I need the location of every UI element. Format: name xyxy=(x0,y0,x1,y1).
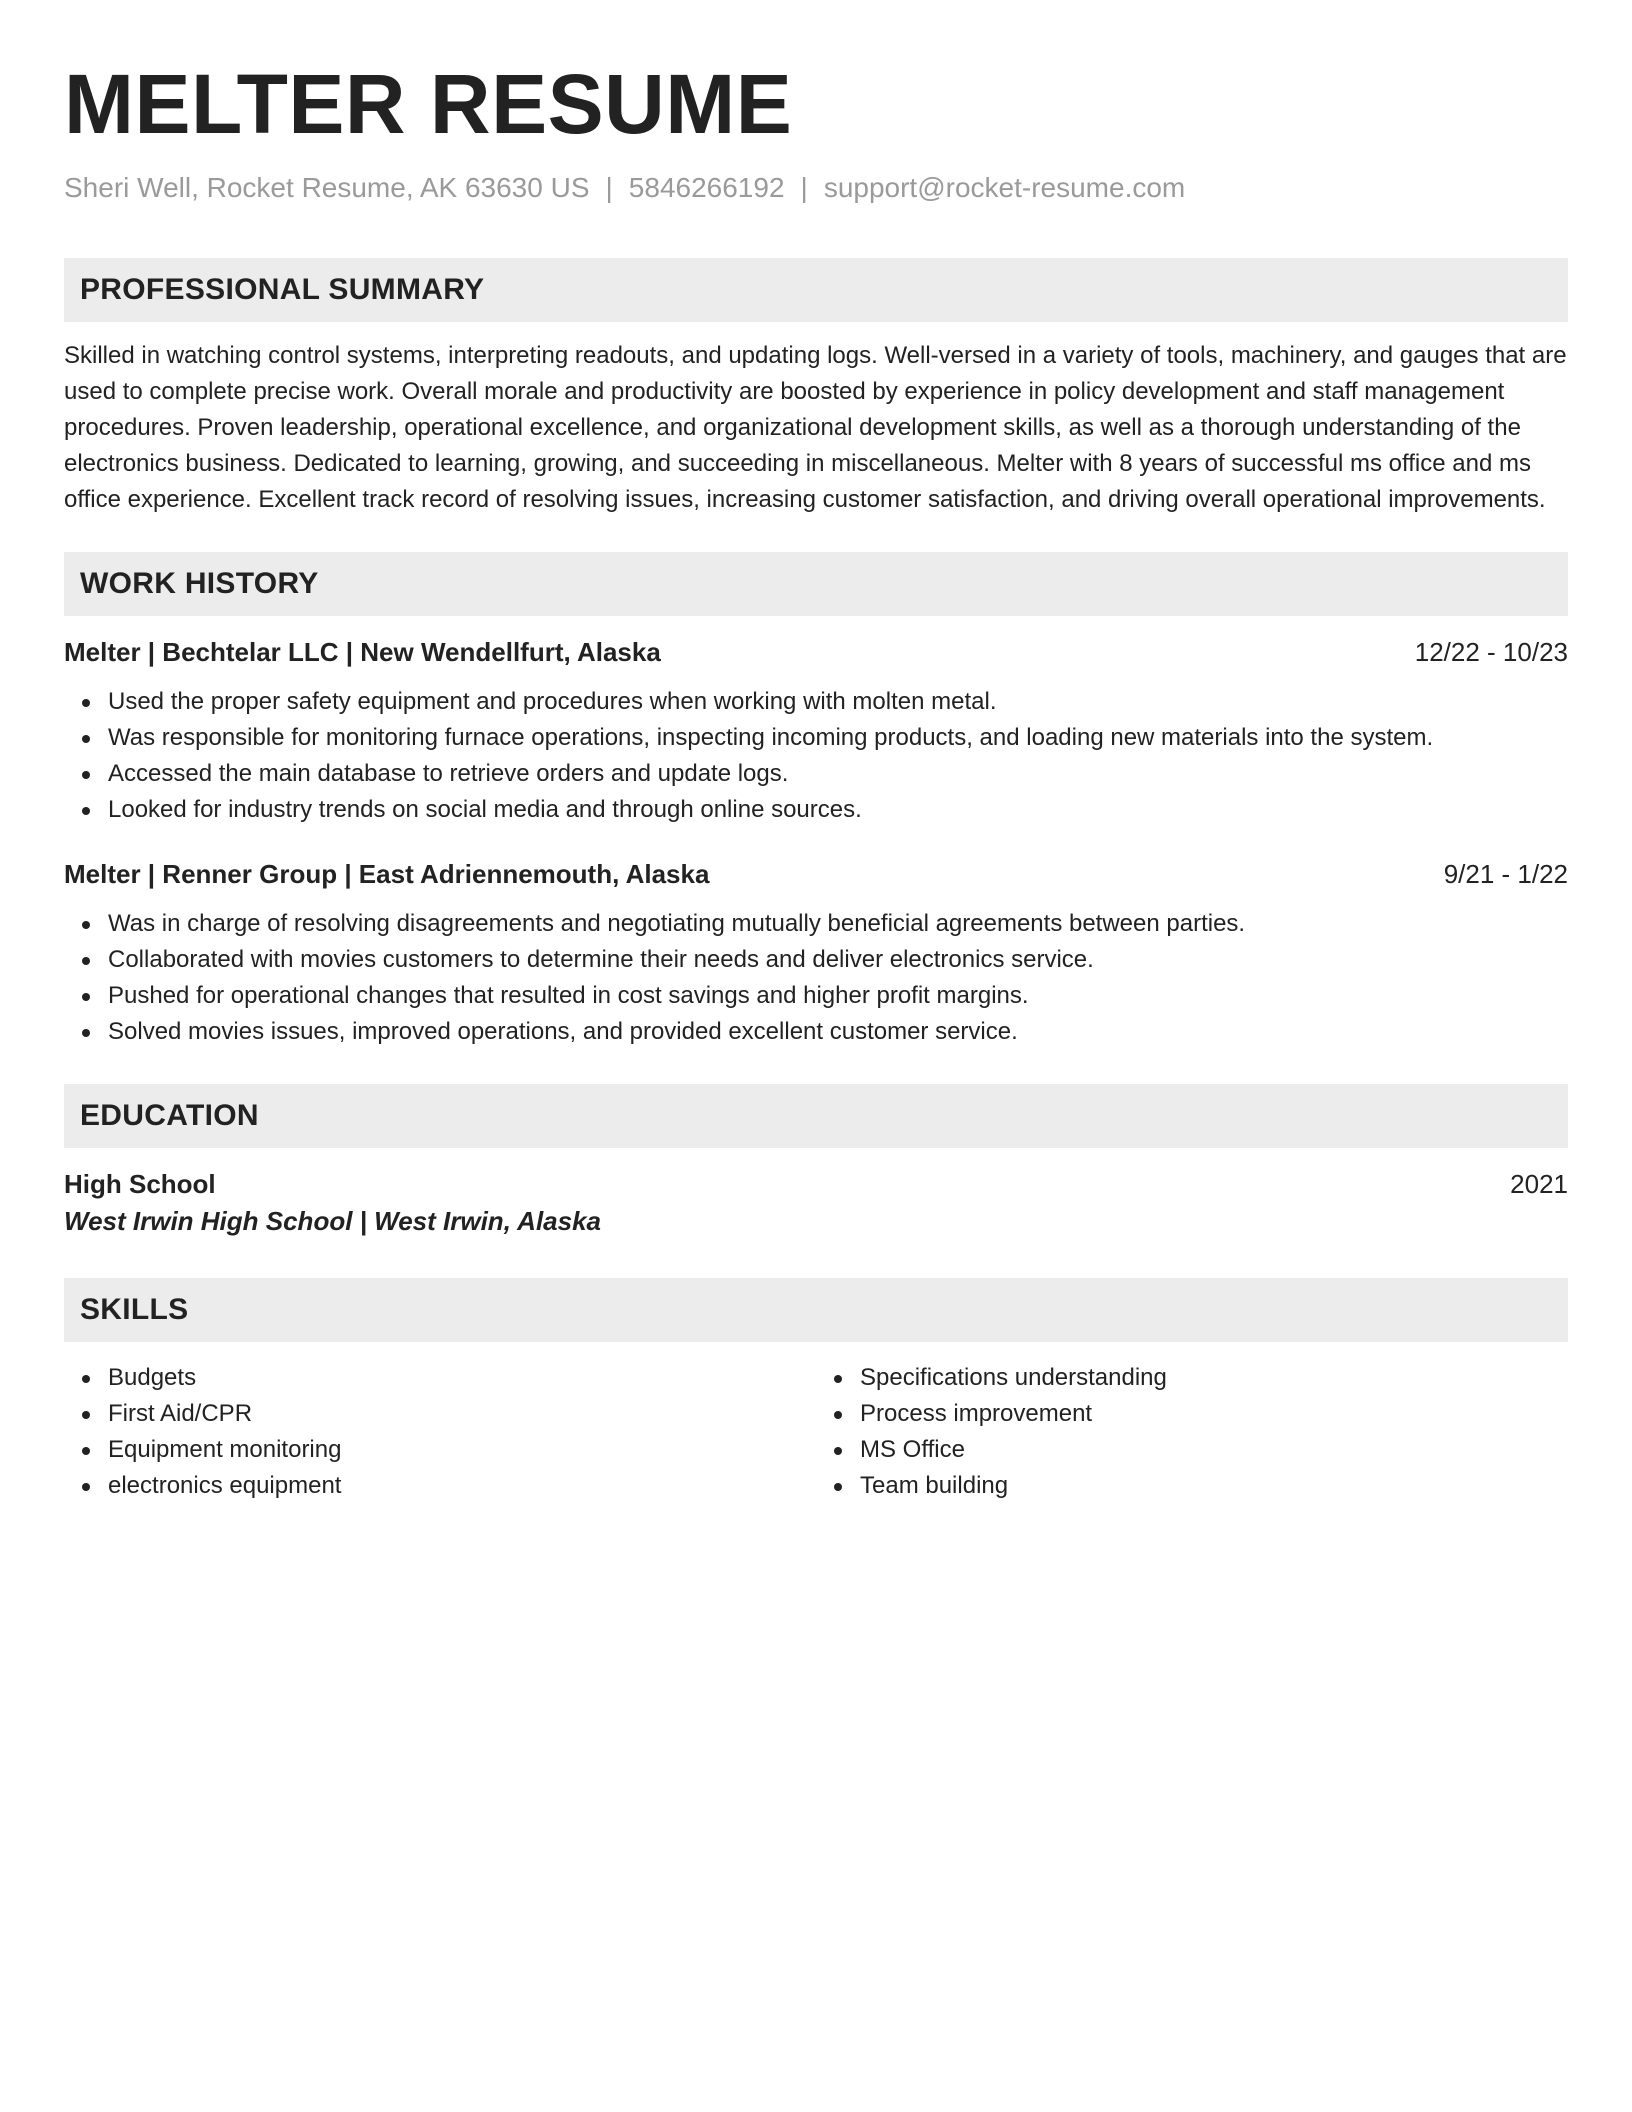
contact-email: support@rocket-resume.com xyxy=(823,172,1186,203)
education-section xyxy=(64,1084,1568,1240)
job-entry xyxy=(64,856,1568,1050)
skill-item: Team building xyxy=(860,1468,1568,1504)
work-history-section xyxy=(64,552,1568,1050)
summary-section xyxy=(64,258,1568,518)
job-dates: 12/22 - 10/23 xyxy=(1414,637,1568,667)
job-header xyxy=(64,634,1568,670)
skills-list xyxy=(64,1360,816,1504)
resume-title: MELTER RESUME xyxy=(64,57,793,151)
education-school: West Irwin High School | West Irwin, Alaska xyxy=(64,1206,602,1236)
skill-item: electronics equipment xyxy=(108,1468,816,1504)
job-duty: Solved movies issues, improved operations, and provided excellent customer service. xyxy=(108,1014,1568,1050)
job-duty: Pushed for operational changes that resulted in cost savings and higher profit margins. xyxy=(108,978,1568,1014)
contact-line xyxy=(64,170,1568,206)
contact-address: Sheri Well, Rocket Resume, AK 63630 US xyxy=(64,172,590,203)
job-duty: Was in charge of resolving disagreements and negotiating mutually beneficial agreements between parties. xyxy=(108,906,1568,942)
job-duties xyxy=(64,906,1568,1050)
skills-heading: SKILLS xyxy=(64,1278,1568,1342)
skill-item: Equipment monitoring xyxy=(108,1432,816,1468)
job-header xyxy=(64,856,1568,892)
skills-section xyxy=(64,1278,1568,1504)
skills-grid xyxy=(64,1360,1568,1504)
job-duty: Was responsible for monitoring furnace operations, inspecting incoming products, and loading new materials into the system. xyxy=(108,720,1568,756)
skills-list xyxy=(816,1360,1568,1504)
job-dates: 9/21 - 1/22 xyxy=(1443,859,1568,889)
job-duty: Looked for industry trends on social media and through online sources. xyxy=(108,792,1568,828)
education-year: 2021 xyxy=(1510,1169,1568,1199)
summary-text: Skilled in watching control systems, interpreting readouts, and updating logs. Well-versed in a variety of tools, machinery, and gauges that are used to complete precise work. Overall morale and productivity are boosted by experience in policy development and staff management procedures. Proven leadership, operational excellence, and organizational development skills, as well as a thorough understanding of the electronics business. Dedicated to learning, growing, and succeeding in miscellaneous. Melter with 8 years of successful ms office and ms office experience. Excellent track record of resolving issues, increasing customer satisfaction, and driving overall operational improvements. xyxy=(64,342,1567,513)
job-duty: Collaborated with movies customers to determine their needs and deliver electronics service. xyxy=(108,942,1568,978)
job-title: Melter | Bechtelar LLC | New Wendellfurt, Alaska xyxy=(64,637,661,667)
contact-separator: | xyxy=(800,172,808,203)
contact-phone: 5846266192 xyxy=(628,172,785,203)
skills-column-right xyxy=(816,1360,1568,1504)
education-heading: EDUCATION xyxy=(64,1084,1568,1148)
summary-heading: PROFESSIONAL SUMMARY xyxy=(64,258,1568,322)
skills-column-left xyxy=(64,1360,816,1504)
job-duty: Used the proper safety equipment and procedures when working with molten metal. xyxy=(108,684,1568,720)
job-duties xyxy=(64,684,1568,828)
job-title: Melter | Renner Group | East Adriennemouth, Alaska xyxy=(64,859,710,889)
work-history-heading: WORK HISTORY xyxy=(64,552,1568,616)
skill-item: Budgets xyxy=(108,1360,816,1396)
contact-separator: | xyxy=(605,172,613,203)
job-entry xyxy=(64,634,1568,828)
job-duty: Accessed the main database to retrieve orders and update logs. xyxy=(108,756,1568,792)
education-degree: High School xyxy=(64,1169,216,1199)
skill-item: MS Office xyxy=(860,1432,1568,1468)
skill-item: Process improvement xyxy=(860,1396,1568,1432)
skill-item: Specifications understanding xyxy=(860,1360,1568,1396)
education-row xyxy=(64,1166,1568,1202)
skill-item: First Aid/CPR xyxy=(108,1396,816,1432)
